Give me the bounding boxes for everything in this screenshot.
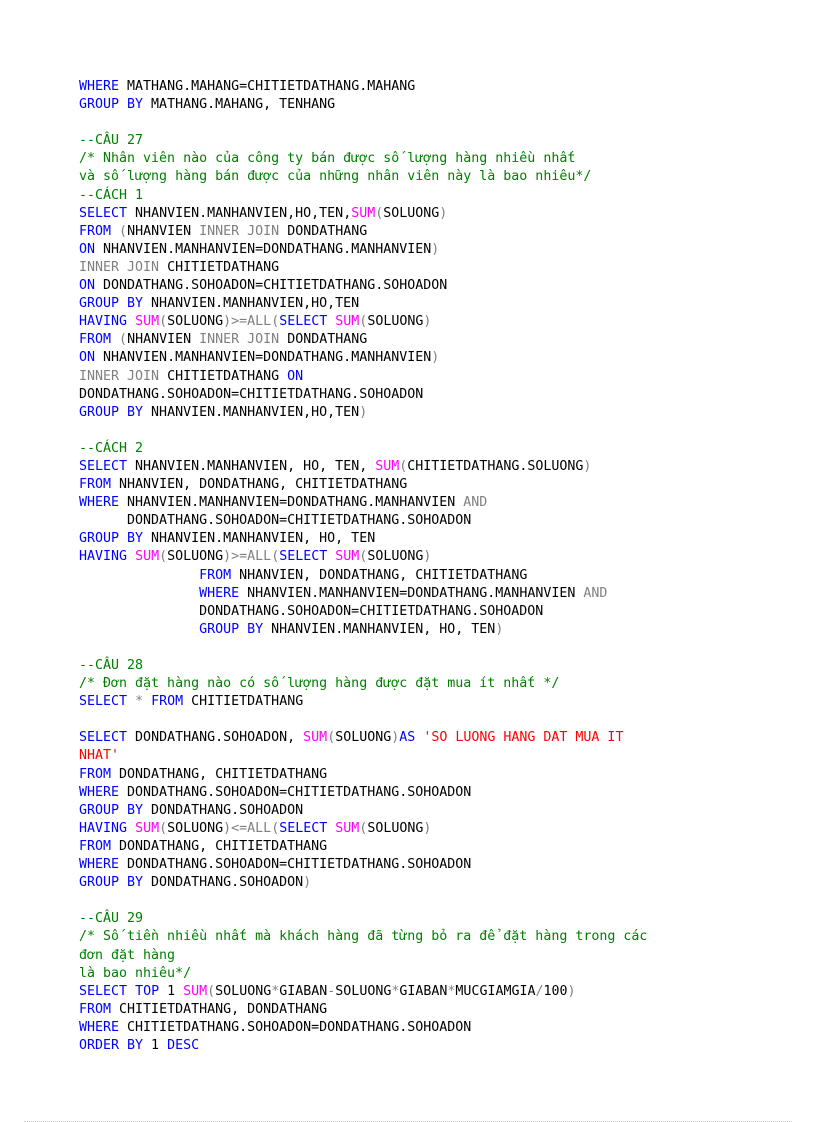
blank-line [79, 639, 799, 657]
sql-string-literal: 'SO LUONG HANG DAT MUA IT [423, 730, 624, 746]
code-line [79, 331, 799, 349]
sql-comment: và số lượng hàng bán được của những nhân viên này là bao nhiêu*/ [79, 169, 592, 185]
sql-operator: ) [359, 404, 368, 420]
sql-operator: * [271, 983, 280, 999]
sql-text: CHITIETDATHANG [183, 694, 304, 710]
sql-text: NHANVIEN, DONDATHANG, CHITIETDATHANG [231, 567, 528, 583]
sql-text: NHANVIEN.MANHANVIEN,HO,TEN [143, 296, 360, 312]
sql-text: DONDATHANG.SOHOADON=CHITIETDATHANG.SOHOADON [95, 278, 448, 294]
sql-keyword: ON [79, 241, 96, 257]
sql-keyword: GROUP BY [79, 404, 144, 420]
sql-text: DONDATHANG, CHITIETDATHANG [111, 766, 328, 782]
sql-operator: ( [159, 314, 168, 330]
code-line [79, 404, 799, 422]
sql-text: SOLUONG [367, 549, 424, 565]
sql-comment: --CÁCH 1 [79, 187, 144, 203]
code-line [79, 458, 799, 476]
sql-text: DONDATHANG [279, 332, 368, 348]
sql-operator: )>=ALL( [223, 549, 280, 565]
sql-keyword: HAVING [79, 820, 128, 836]
sql-text: SOLUONG [215, 983, 272, 999]
sql-text: CHITIETDATHANG [159, 368, 288, 384]
sql-keyword: AS [399, 730, 416, 746]
sql-function: SUM [135, 314, 160, 330]
sql-keyword: GROUP BY [79, 802, 144, 818]
code-line [79, 856, 799, 874]
sql-text: SOLUONG [335, 983, 392, 999]
sql-operator: ( [399, 458, 408, 474]
code-line [79, 820, 799, 838]
sql-text: DONDATHANG.SOHOADON=CHITIETDATHANG.SOHOADON [79, 513, 472, 529]
code-line [79, 657, 799, 675]
code-line [79, 928, 799, 946]
sql-text: SOLUONG [167, 820, 224, 836]
sql-operator: ( [327, 730, 336, 746]
sql-keyword: SELECT [279, 820, 328, 836]
code-line [79, 313, 799, 331]
sql-operator: ( [119, 332, 128, 348]
sql-text [127, 549, 135, 564]
code-line [79, 766, 799, 784]
sql-keyword: WHERE [79, 857, 120, 873]
sql-text: DONDATHANG.SOHOADON=CHITIETDATHANG.SOHOADON [119, 857, 472, 873]
code-line [79, 512, 799, 530]
code-line [79, 277, 799, 295]
sql-keyword: SELECT [279, 314, 328, 330]
code-line [79, 530, 799, 548]
sql-operator: ( [359, 549, 368, 565]
sql-keyword: GROUP BY [79, 875, 144, 891]
sql-text: DONDATHANG.SOHOADON=CHITIETDATHANG.SOHOADON [79, 603, 544, 619]
sql-text: DONDATHANG.SOHOADON [143, 875, 304, 891]
sql-keyword: SELECT [79, 730, 128, 746]
code-line [79, 295, 799, 313]
code-line [79, 241, 799, 259]
code-line [79, 965, 799, 983]
sql-text: CHITIETDATHANG.SOLUONG [407, 458, 584, 474]
code-line [79, 494, 799, 512]
sql-text: CHITIETDATHANG, DONDATHANG [111, 1001, 328, 1017]
sql-text: 100 [543, 983, 568, 999]
sql-keyword: FROM [151, 694, 184, 710]
sql-text: 1 [143, 1037, 168, 1053]
code-line [79, 132, 799, 150]
sql-keyword: SELECT [79, 983, 128, 999]
sql-operator: ( [119, 223, 128, 239]
sql-text: GIABAN [279, 983, 328, 999]
blank-line [79, 422, 799, 440]
sql-text: NHANVIEN.MANHANVIEN=DONDATHANG.MANHANVIEN [95, 241, 432, 257]
code-line [79, 838, 799, 856]
code-line [79, 548, 799, 566]
code-line [79, 603, 799, 621]
sql-keyword: FROM [79, 223, 112, 239]
sql-text: NHANVIEN.MANHANVIEN, HO, TEN, [127, 458, 376, 474]
sql-keyword: SELECT [79, 205, 128, 221]
code-line [79, 947, 799, 965]
code-line [79, 784, 799, 802]
sql-code-document [79, 78, 799, 1055]
sql-operator: INNER JOIN [79, 259, 160, 275]
sql-keyword: GROUP BY [79, 97, 144, 113]
sql-comment: --CÁCH 2 [79, 440, 144, 456]
sql-text [79, 622, 199, 637]
code-line [79, 78, 799, 96]
code-line [79, 747, 799, 765]
code-line [79, 621, 799, 639]
code-line [79, 983, 799, 1001]
code-line [79, 386, 799, 404]
sql-string-literal: NHAT' [79, 748, 120, 764]
sql-function: SUM [375, 458, 400, 474]
sql-text [111, 332, 119, 347]
sql-text: SOLUONG [167, 549, 224, 565]
sql-text: SOLUONG [335, 730, 392, 746]
sql-text: NHANVIEN, DONDATHANG, CHITIETDATHANG [111, 477, 408, 493]
sql-operator: ( [359, 820, 368, 836]
sql-operator: INNER JOIN [199, 223, 280, 239]
sql-text: DONDATHANG.SOHOADON=CHITIETDATHANG.SOHOADON [119, 784, 472, 800]
code-line [79, 585, 799, 603]
code-line [79, 368, 799, 386]
sql-comment: /* Số tiền nhiều nhất mà khách hàng đã từng bỏ ra để đặt hàng trong các [79, 929, 648, 945]
sql-operator: ) [431, 350, 440, 366]
sql-text [143, 694, 151, 709]
sql-function: SUM [335, 314, 360, 330]
sql-operator: INNER JOIN [79, 368, 160, 384]
code-line [79, 693, 799, 711]
sql-operator: ( [207, 983, 216, 999]
sql-function: SUM [335, 549, 360, 565]
code-line [79, 440, 799, 458]
sql-operator: )>=ALL( [223, 314, 280, 330]
sql-text [127, 314, 135, 329]
sql-text [79, 568, 199, 583]
sql-text: NHANVIEN [127, 332, 200, 348]
sql-comment: --CÂU 27 [79, 133, 144, 149]
sql-comment: đơn đặt hàng [79, 947, 176, 963]
sql-keyword: DESC [167, 1037, 200, 1053]
code-line [79, 259, 799, 277]
sql-text [127, 984, 135, 999]
sql-comment: /* Nhân viên nào của công ty bán được số lượng hàng nhiều nhất [79, 151, 576, 167]
blank-line [79, 114, 799, 132]
sql-text: MUCGIAMGIA [455, 983, 536, 999]
sql-text: DONDATHANG.SOHOADON [143, 802, 304, 818]
sql-operator: ) [423, 314, 432, 330]
sql-text: NHANVIEN.MANHANVIEN,HO,TEN, [127, 205, 352, 221]
sql-operator: * [135, 694, 144, 710]
sql-function: SUM [135, 820, 160, 836]
sql-text: SOLUONG [367, 314, 424, 330]
sql-operator: ) [583, 458, 592, 474]
code-line [79, 1019, 799, 1037]
sql-comment: là bao nhiêu*/ [79, 965, 192, 981]
sql-text: NHANVIEN.MANHANVIEN, HO, TEN [143, 531, 376, 547]
sql-text: NHANVIEN.MANHANVIEN, HO, TEN [263, 621, 496, 637]
sql-text: MATHANG.MAHANG=CHITIETDATHANG.MAHANG [119, 79, 416, 94]
sql-operator: ( [359, 314, 368, 330]
sql-text: SOLUONG [167, 314, 224, 330]
blank-line [79, 892, 799, 910]
sql-text: GIABAN [399, 983, 448, 999]
sql-keyword: FROM [79, 1001, 112, 1017]
sql-keyword: ON [287, 368, 304, 384]
sql-text: NHANVIEN.MANHANVIEN,HO,TEN [143, 404, 360, 420]
code-line [79, 223, 799, 241]
sql-comment: --CÂU 29 [79, 911, 144, 927]
code-line [79, 1037, 799, 1055]
sql-keyword: GROUP BY [79, 296, 144, 312]
code-line [79, 675, 799, 693]
sql-text [111, 224, 119, 239]
sql-text: NHANVIEN.MANHANVIEN=DONDATHANG.MANHANVIEN [119, 495, 464, 511]
sql-function: SUM [351, 205, 376, 221]
sql-keyword: WHERE [79, 79, 120, 94]
sql-operator: ( [159, 820, 168, 836]
code-line [79, 729, 799, 747]
sql-operator: ) [439, 205, 448, 221]
sql-operator: / [535, 983, 544, 999]
code-line [79, 874, 799, 892]
page-bottom-divider [24, 1121, 792, 1122]
sql-operator: INNER JOIN [199, 332, 280, 348]
sql-text: CHITIETDATHANG [159, 259, 280, 275]
sql-operator: ( [159, 549, 168, 565]
sql-keyword: ORDER BY [79, 1037, 144, 1053]
sql-text [127, 821, 135, 836]
sql-function: SUM [135, 549, 160, 565]
sql-keyword: GROUP BY [199, 621, 264, 637]
sql-operator: ) [391, 730, 400, 746]
sql-keyword: GROUP BY [79, 531, 144, 547]
sql-keyword: FROM [79, 838, 112, 854]
sql-text: SOLUONG [367, 820, 424, 836]
sql-comment: --CÂU 28 [79, 658, 144, 673]
sql-text: DONDATHANG.SOHOADON, [127, 730, 304, 746]
sql-operator: ) [423, 549, 432, 565]
sql-operator: ( [375, 205, 384, 221]
sql-function: SUM [183, 983, 208, 999]
sql-text: SOLUONG [383, 205, 440, 221]
sql-operator: * [447, 983, 456, 999]
sql-keyword: FROM [79, 332, 112, 348]
sql-operator: AND [583, 585, 608, 601]
code-line [79, 567, 799, 585]
sql-keyword: SELECT [79, 458, 128, 474]
sql-operator: - [327, 983, 336, 999]
sql-operator: ) [303, 875, 312, 891]
code-line [79, 476, 799, 494]
code-line [79, 168, 799, 186]
sql-keyword: ON [79, 278, 96, 294]
sql-comment: /* Đơn đặt hàng nào có số lượng hàng được đặt mua ít nhất */ [79, 676, 560, 692]
sql-text [127, 694, 135, 709]
code-line [79, 96, 799, 114]
blank-line [79, 711, 799, 729]
sql-operator: AND [463, 495, 488, 511]
code-line [79, 1001, 799, 1019]
code-line [79, 150, 799, 168]
sql-text: MATHANG.MAHANG, TENHANG [143, 97, 336, 113]
sql-operator: ) [567, 983, 576, 999]
sql-operator: ) [423, 820, 432, 836]
sql-text: NHANVIEN.MANHANVIEN=DONDATHANG.MANHANVIEN [239, 585, 584, 601]
sql-operator: )<=ALL( [223, 820, 280, 836]
sql-keyword: WHERE [79, 1019, 120, 1035]
sql-operator: ) [495, 621, 504, 637]
sql-keyword: SELECT [279, 549, 328, 565]
sql-function: SUM [335, 820, 360, 836]
code-line [79, 802, 799, 820]
sql-text: CHITIETDATHANG.SOHOADON=DONDATHANG.SOHOADON [119, 1019, 472, 1035]
sql-keyword: HAVING [79, 314, 128, 330]
sql-function: SUM [303, 730, 328, 746]
sql-operator: * [391, 983, 400, 999]
sql-text: NHANVIEN [127, 223, 200, 239]
sql-text: DONDATHANG, CHITIETDATHANG [111, 838, 328, 854]
sql-text: DONDATHANG.SOHOADON=CHITIETDATHANG.SOHOADON [79, 386, 424, 402]
sql-keyword: SELECT [79, 694, 128, 710]
sql-keyword: WHERE [79, 784, 120, 800]
sql-keyword: FROM [79, 766, 112, 782]
code-line [79, 205, 799, 223]
sql-text: NHANVIEN.MANHANVIEN=DONDATHANG.MANHANVIEN [95, 350, 432, 366]
sql-text [79, 586, 199, 601]
sql-keyword: HAVING [79, 549, 128, 565]
code-line [79, 349, 799, 367]
sql-text: DONDATHANG [279, 223, 368, 239]
sql-keyword: TOP [135, 983, 160, 999]
sql-keyword: WHERE [79, 495, 120, 511]
sql-keyword: FROM [199, 567, 232, 583]
sql-keyword: ON [79, 350, 96, 366]
sql-text: 1 [159, 983, 184, 999]
code-line [79, 187, 799, 205]
sql-keyword: FROM [79, 477, 112, 493]
sql-keyword: WHERE [199, 585, 240, 601]
code-line [79, 910, 799, 928]
sql-operator: ) [431, 241, 440, 257]
